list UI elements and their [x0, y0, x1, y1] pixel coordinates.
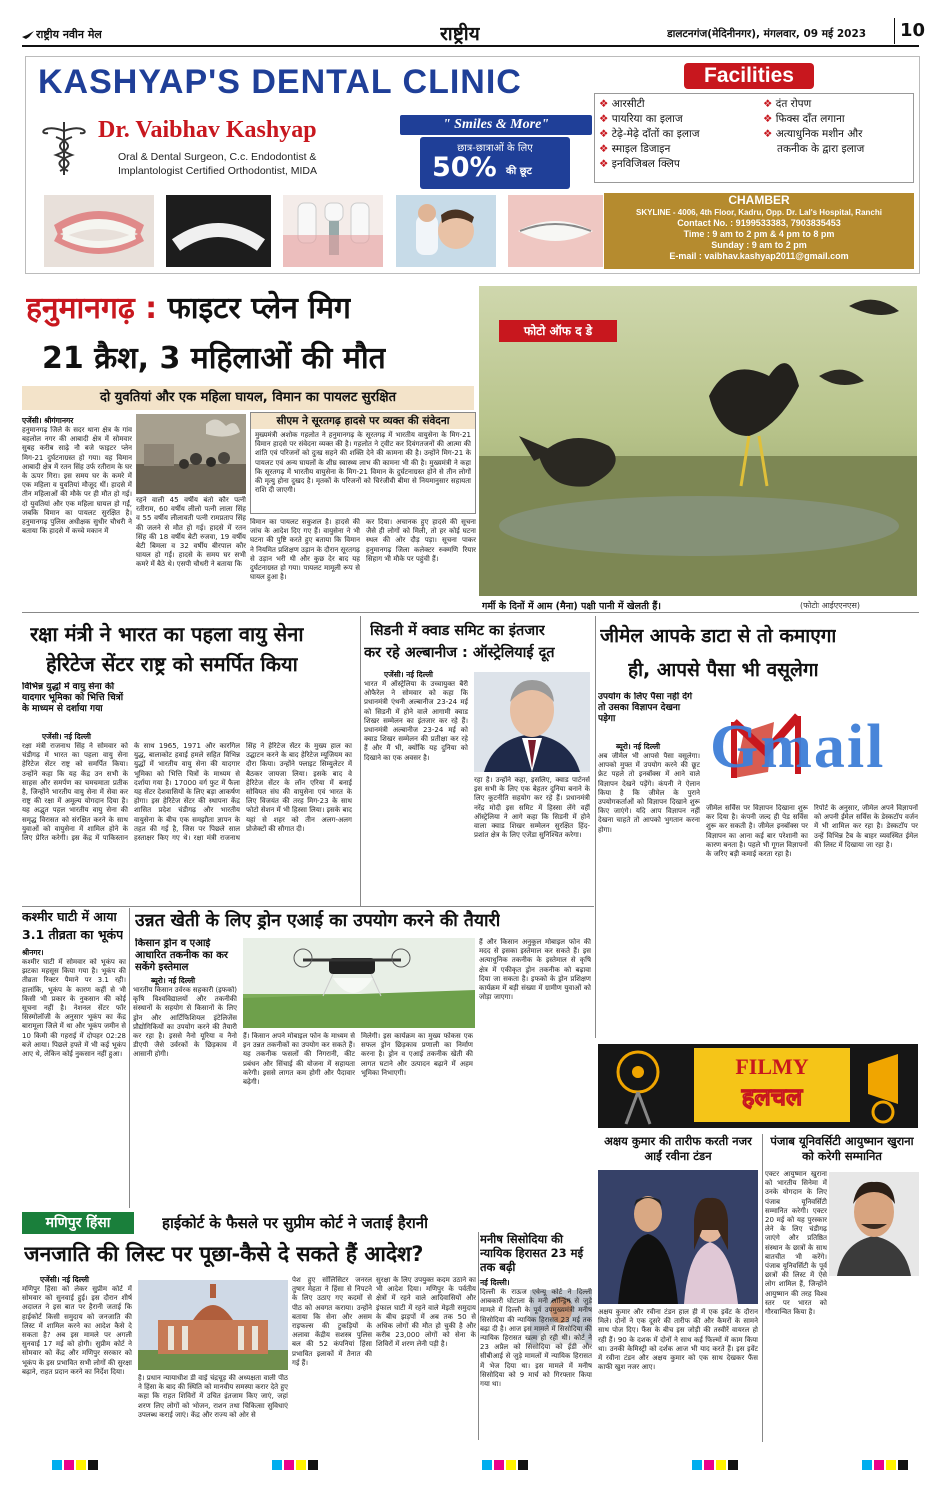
ayushmann-photo — [829, 1172, 919, 1276]
kashmir-body: कश्मीर घाटी में सोमवार को भूकंप का झटका महसूस किया गया है। भूकंप की तीव्रता रिक्टर पैमाने पर 3.1 रही। हालांकि, भूकंप के कारण कहीं से भी किसी भी प्रकार के नुकसान की कोई सूचना नहीं है। नेशनल सेंटर फॉर सिस्मोलॉजी के अनुसार भूकंप का केंद्र बारामूला जिले में था और भूकंप जमीन से 10 किमी की गहराई में दोपहर 02:28 बजे आया। पिछले हफ्ते में भी कई भूकंप आए थे, लेकिन कोई नुकसान नहीं हुआ। — [22, 958, 126, 1059]
qualification-line-1: Oral & Dental Surgeon, C.c. Endodontist & — [118, 151, 317, 163]
offer-suffix: की छूट — [506, 166, 532, 177]
dentures-photo — [44, 195, 154, 267]
manipur-tag-badge — [22, 1212, 134, 1234]
manipur-body-1: मणिपुर हिंसा को लेकर सुप्रीम कोर्ट में सोमवार को सुनवाई हुई। इस दौरान शीर्ष अदालत ने इस बात पर हैरानी जताई कि हाईकोर्ट किसी समुदाय को जनजाति की लिस्ट में शामिल करने का आदेश कैसे दे सकता है? अब इस मामले पर अगली सुनवाई 17 मई को होगी। सुप्रीम कोर्ट ने सोमवार को केंद्र और मणिपुर सरकार को भूकंप के इस प्रभावित सभी लोगों की सुरक्षा बढ़ाने, राहत प्रदान करने का निर्देश दिया। — [22, 1285, 132, 1376]
cm-box-body: मुख्यमंत्री अशोक गहलोत ने हनुमानगढ़ के सूरतगढ़ में भारतीय वायुसेना के मिग-21 विमान हादसे पर संवेदना व्यक्त की है। गहलोत ने ट्वीट कर दिवंगतजनों की आत्मा की शांति एवं परिजनों को दुःख सहने की शक्ति देने की कामना की है। उन्होंने मिग-21 के पायलट एवं अन्य घायलों के शीघ्र स्वास्थ्य लाभ की कामना भी की है। मुख्यमंत्री ने कहा कि सूरतगढ़ में भारतीय वायुसेना के मिग-21 विमान के दुर्घटनाग्रस्त होने से तीन लोगों की मृत्यु होना दुखद है। मृतकों के परिजनों को चिरंजीवी बीमा से नियमानुसार सहायता राशि दी जाएगी। — [255, 431, 471, 495]
photo-of-day-label-badge — [499, 320, 617, 342]
offer-percent: 50% — [432, 152, 497, 183]
lead-body-col-3: विमान का पायलट सकुशल है। हादसे की जांच के आदेश दिए गए हैं। वायुसेना ने भी घटना की पुष्टि करते हुए बताया कि विमान ने नियमित प्रशिक्षण उड़ान के दौरान सूरतगढ़ से उड़ान भरी थी और कुछ देर बाद यह दुर्घटनाग्रस्त हो गया। पायलट मामूली रूप से घायल हुआ है। — [250, 518, 360, 582]
dental-clinic-ad — [25, 56, 920, 274]
gmail-headline-2: ही, आपसे पैसा भी वसूलेगा — [628, 659, 819, 681]
gmail-story — [598, 618, 920, 1038]
chamber-email: E-mail : vaibhav.kashyap2011@gmail.com — [669, 251, 849, 261]
chamber-contact: Contact No. : 9199533383, 7903835453 — [677, 218, 841, 228]
drone-subhead: किसान ड्रोन व एआई आधारित तकनीक का कर सकेंगे इस्तेमाल — [135, 938, 229, 973]
gmail-byline: ब्यूरो। नई दिल्ली — [616, 742, 661, 751]
qualification-line-2: Implantologist Certified Orthodontist, MIDA — [118, 165, 317, 177]
tagline: " Smiles & More" — [442, 117, 550, 132]
page-number: 10 — [900, 20, 926, 41]
sisodia-story — [480, 1232, 594, 1442]
student-offer-badge — [420, 137, 570, 189]
tagline-badge — [400, 115, 592, 135]
manipur-body-3: पेश हुए सॉलिसिटर जनरल तुषार मेहता ने हिंसा से निपटने के लिए उठाए गए कदमों से पीठ को अवगत कराया। उन्होंने बताया कि सेना और असम राइफल्स की टुकड़ियों के अलावा केंद्रीय सशस्त्र पुलिस बल की 52 कंपनियां हिंसा प्रभावित इलाकों में तैनात की गई हैं। — [292, 1276, 372, 1367]
akshay-story — [598, 1134, 760, 1442]
australian-envoy-photo — [474, 672, 590, 772]
braces-photo — [508, 195, 603, 267]
akshay-headline: अक्षय कुमार की तारीफ करती नजर आईं रवीना टंडन — [604, 1134, 752, 1163]
chamber-address: SKYLINE - 4006, 4th Floor, Kadru, Opp. Dr. Lal's Hospital, Ranchi — [636, 208, 882, 217]
facility-item: ❖ आरसीटी — [599, 98, 645, 110]
sisodia-body: दिल्ली के राऊज एवेन्यू कोर्ट ने दिल्ली आबकारी घोटाला के मनी लॉन्ड्रिंग से जुड़े मामले में दिल्ली के पूर्व उपमुख्यमंत्री मनीष सिसोदिया की न्यायिक हिरासत 23 मई तक बढ़ा दी है। आज इस मामले में सिसोदिया की न्यायिक हिरासत खत्म हो रही थी। कोर्ट ने 23 अप्रैल को सिसोदिया को ईडी और सीबीआई से जुड़े मामलों में न्यायिक हिरासत में भेज दिया था। इस मामले में मनीष सिसोदिया को 9 मार्च को गिरफ्तार किया गया था। — [480, 1288, 592, 1389]
drone-headline: उन्नत खेती के लिए ड्रोन एआई का उपयोग करने की तैयारी — [135, 911, 501, 931]
lead-headline-2: 21 क्रैश, 3 महिलाओं की मौत — [42, 341, 386, 376]
quad-byline: एजेंसी। नई दिल्ली — [384, 670, 433, 679]
quad-story — [364, 618, 592, 906]
dental-checkup-photo — [396, 195, 496, 267]
kashmir-headline-1: कश्मीर घाटी में आया — [22, 909, 117, 924]
drone-story — [133, 908, 593, 1208]
doctor-name: Dr. Vaibhav Kashyap — [98, 117, 317, 143]
drone-body-4: हैं और किसान अनुकूल मोबाइल फोन की मदद से इसका इस्तेमाल कर सकते हैं। इस अत्याधुनिक तकनीक के इस्तेमाल से कृषि क्षेत्र में एकीकृत ड्रोन तकनीक को बढ़ावा दिया जा सकता है। इफको के ड्रोन प्रशिक्षण कार्यक्रम में बड़ी संख्या में ग्रामीण युवाओं को जोड़ा जाएगा। — [479, 938, 591, 1002]
cm-box-title-band — [251, 413, 475, 429]
facility-item: तकनीक के द्वारा इलाज — [777, 143, 865, 155]
lead-body-col-4: कर दिया। अचानक हुए हादसे की सूचना जैसे ही लोगों को मिली, तो हर कोई घटना स्थल की ओर दौड़ पड़ा। सूचना पाकर हनुमानगढ़ जिला कलेक्टर रुक्मणि रियार सिहाग भी मौके पर पहुंची हैं। — [366, 518, 476, 563]
section-title: राष्ट्रीय — [440, 23, 480, 45]
gmail-body-1: अब जीमेल भी आपसे पैसा वसूलेगा। आपको मुफ्त में उपयोग करने की छूट फ्रेट पहले तो इनबॉक्स में आने वाले विज्ञापन देखने पड़ेंगे। कंपनी ने ऐलान किया है कि जीमेल के पुराने उपयोगकर्ताओं को विज्ञापन दिखाने शुरू किए जाएंगे। यदि आप विज्ञापन नहीं देखना चाहते तो आपको भुगतान करना होगा। — [598, 752, 700, 834]
sisodia-headline: मनीष सिसोदिया की न्यायिक हिरासत 23 मई तक बढ़ी — [480, 1232, 584, 1274]
facility-item: ❖ पायरिया का इलाज — [599, 113, 683, 125]
chamber-time: Time : 9 am to 2 pm & 4 pm to 8 pm — [683, 229, 835, 239]
quad-body-2: रहा है। उन्होंने कहा, इसलिए, क्वाड पार्टनर्स इस सभी के लिए एक बेहतर दुनिया बनाने के लिए कूटनीति सहयोग कर रहे हैं। प्रधानमंत्री नरेंद्र मोदी इस समिट में हिस्सा लेंगे वहीं ऑस्ट्रेलिया ने आगे कहा कि सिडनी में होने वाला क्वाड शिखर सम्मेलन सुरक्षित हिंद-प्रशांत क्षेत्र के लिए एजेंडा सुनिश्चित करेगा। — [474, 776, 590, 840]
kashmir-story — [22, 908, 126, 1208]
supreme-court-photo — [138, 1280, 288, 1370]
gmail-body-2: जीमेल सर्विस पर विज्ञापन दिखाना शुरू कर दिया है। कंपनी जल्द ही पेड सर्विस शुरू कर सकती है। जीमेल इनबॉक्स पर विज्ञापन का आना कई बार परेशानी का कारण बनता है। पहले भी गूगल विज्ञापनों के जरिए बड़ी कमाई करता रहा है। — [706, 804, 808, 859]
ayushmann-body: एक्टर आयुष्मान खुराना को भारतीय सिनेमा में उनके योगदान के लिए पंजाब यूनिवर्सिटी सम्मानित करेगी। एक्टर 20 मई को यह पुरस्कार लेने के लिए चंडीगढ़ जाएंगे और प्रतिष्ठित संस्थान के छात्रों के साथ बातचीत भी करेंगे। पंजाब यूनिवर्सिटी के पूर्व छात्रों की लिस्ट में ऐसे लोग शामिल हैं, जिन्होंने आयुष्मान की तरह विश्व स्तर पर भारत को गौरवान्वित किया है। — [765, 1170, 827, 1317]
gmail-logo-text: Gmail — [710, 713, 886, 781]
drone-body-3: मिलेगी। इस कार्यक्रम का मुख्य फोकस एक सफल ड्रोन छिड़काव प्रणाली का निर्माण करना है। ड्रोन व एआई तकनीक खेती की लागत घटाने और उत्पादन बढ़ाने में अहम भूमिका निभाएगी। — [361, 1032, 473, 1077]
defence-subhead: विभिन्न युद्धों में वायु सेना की यादगार भूमिका को भित्ति चित्रों के माध्यम से दर्शाया गया — [22, 682, 124, 714]
lead-story — [22, 284, 477, 609]
facilities-list-left — [599, 97, 759, 172]
facilities-title-badge — [684, 63, 814, 89]
akshay-body: अक्षय कुमार और रवीना टंडन हाल ही में एक इवेंट के दौरान मिले। दोनों ने एक दूसरे की तारीफ की और कैमरों के सामने साथ पोज दिए। फैंस के बीच इस जोड़ी की तस्वीरें वायरल हो रही हैं। 90 के दशक में दोनों ने साथ कई फिल्मों में काम किया था। उनकी केमिस्ट्री को दर्शक आज भी याद करते हैं। इस इवेंट में रवीना टंडन और अक्षय कुमार को एक साथ देखकर फैंस काफी खुश नजर आए। — [598, 1308, 758, 1372]
caduceus-icon — [34, 117, 94, 177]
implant-photo — [283, 195, 383, 267]
drone-body-1: भारतीय किसान उर्वरक सहकारी (इफको) कृषि विश्वविद्यालयों और तकनीकी संस्थानों के सहयोग से किसानों के लिए ड्रोन और आर्टिफिशियल इंटेलिजेंस प्रौद्योगिकियों का उपयोग करने की तैयारी कर रहा है। इससे नैनो यूरिया व नैनो डीएपी जैसे उर्वरकों के छिड़काव में आसानी होगी। — [133, 986, 237, 1059]
drone-byline: ब्यूरो। नई दिल्ली — [151, 976, 196, 985]
agri-drone-photo — [243, 938, 475, 1028]
defence-headline-2: हेरिटेज सेंटर राष्ट्र को समर्पित किया — [46, 652, 298, 676]
paper-name: राष्ट्रीय नवीन मेल — [36, 28, 102, 41]
chamber-title: CHAMBER — [728, 193, 790, 207]
gmail-subhead: उपयोग के लिए पैसा नहीं देंगे तो उसका विज्ञापन देखना पड़ेगा — [598, 692, 693, 724]
masthead — [22, 18, 926, 48]
manipur-byline: एजेंसी। नई दिल्ली — [40, 1275, 89, 1284]
crash-site-photo — [136, 414, 246, 494]
facilities-box — [594, 93, 914, 183]
ayushmann-story — [765, 1134, 919, 1442]
photo-of-the-day — [479, 286, 917, 596]
gmail-body-3: रिपोर्ट के अनुसार, जीमेल अपने विज्ञापनों को अपनी ईमेल सर्विस के डेस्कटॉप वर्जन में भी शामिल कर रहा है। डेस्कटॉप पर उन्हें विभिन्न टैब के बाहर व्यवस्थित ईमेल की लिस्ट में दिखाया जा रहा है। — [814, 804, 918, 849]
gmail-logo — [704, 692, 918, 800]
color-registration-strip — [22, 1453, 919, 1467]
gmail-headline-1: जीमेल आपके डाटा से तो कमाएगा — [600, 625, 837, 647]
manipur-body-4: सुरक्षा के लिए उपयुक्त कदम उठाने का भी आदेश दिया। मणिपुर के पर्वतीय क्षेत्रों में रहने वाले आदिवासियों और इंफाल घाटी में रहने वाले मेइती समुदाय के बीच झड़पों में अब तक 50 से अधिक लोगों की मौत हो चुकी है और करीब 23,000 लोगों को सेना के शिविरों में शरण लेनी पड़ी है। — [376, 1276, 476, 1349]
facility-item: ❖ अत्याधुनिक मशीन और — [763, 128, 863, 140]
facility-item: ❖ स्माइल डिजाइन — [599, 143, 671, 155]
facility-item: ❖ फिक्स दाँत लगाना — [763, 113, 845, 125]
drone-body-2: हैं। किसान अपने मोबाइल फोन के माध्यम से इन उन्नत तकनीकों का उपयोग कर सकते हैं। यह तकनीक फसलों की निगरानी, कीट प्रबंधन और सिंचाई की योजना में सहायता करेगी। इससे लागत कम होगी और पैदावार बढ़ेगी। — [243, 1032, 355, 1087]
ayushmann-headline: पंजाब यूनिवर्सिटी आयुष्मान खुराना को करेगी सम्मानित — [770, 1134, 914, 1163]
cm-condolence-box — [250, 412, 476, 514]
kashmir-headline-2: 3.1 तीव्रता का भूकंप — [22, 927, 124, 942]
offer-line: छात्र-छात्राओं के लिए — [457, 143, 533, 154]
filmy-logo-top: FILMY — [735, 1054, 809, 1079]
akshay-raveena-photo — [598, 1170, 758, 1304]
facility-item: ❖ इनविजिबल क्लिप — [599, 158, 680, 170]
manipur-headline-top: हाईकोर्ट के फैसले पर सुप्रीम कोर्ट ने जताई हैरानी — [162, 1214, 428, 1232]
quad-headline-2: कर रहे अल्बानीज : ऑस्ट्रेलियाई दूत — [364, 645, 555, 661]
defence-byline: एजेंसी। नई दिल्ली — [42, 732, 91, 741]
lead-subhead: दो युवतियां और एक महिला घायल, विमान का पायलट सुरक्षित — [100, 390, 396, 405]
clinic-name: KASHYAP'S DENTAL CLINIC — [38, 63, 522, 101]
lead-subhead-band — [22, 386, 474, 410]
crowns-photo — [166, 195, 271, 267]
manipur-tag: मणिपुर हिंसा — [45, 1215, 111, 1231]
filmy-logo-bottom: हलचल — [741, 1083, 803, 1111]
lead-body-col-1: हनुमानगढ़ जिले के सदर थाना क्षेत्र के गांव बहलोल नगर की आबादी क्षेत्र में सोमवार सुबह करीब साढ़े नौ बजे फाइटर प्लेन मिग-21 दुर्घटनाग्रस्त हो गया। यह विमान आबादी क्षेत्र में रतन सिंह उर्फ रतीराम के घर के ऊपर गिरा। इस समय घर के कमरे में एक महिला व युवतियां मौजूद थीं। हादसे में तीन महिलाओं की मौके पर ही मौत हो गई। दो युवतियां और एक महिला घायल हो गईं, जबकि विमान का पायलट सुरक्षित है। हनुमानगढ़ पुलिस अधीक्षक सुधीर चौधरी ने बताया कि हादसे में कच्चे मकान में — [22, 426, 132, 536]
bird-logo-icon — [22, 26, 34, 36]
lead-headline-1: हनुमानगढ़ : फाइटर प्लेन मिग — [26, 291, 351, 326]
defence-headline-1: रक्षा मंत्री ने भारत का पहला वायु सेना — [30, 622, 304, 646]
facility-item: ❖ दंत रोपण — [763, 98, 812, 110]
photo-of-day-credit: (फोटोः आईएएनएस) — [800, 601, 860, 610]
facilities-list-right — [763, 97, 913, 157]
manipur-headline: जनजाति की लिस्ट पर पूछा-कैसे दे सकते हैं आदेश? — [24, 1242, 424, 1266]
defence-body: रक्षा मंत्री राजनाथ सिंह ने सोमवार को चंडीगढ़ में भारत का पहला वायु सेना हेरिटेज सेंटर राष्ट्र को समर्पित किया। उन्होंने कहा कि यह केंद्र उन सभी के साहस और समर्पण का चमचमाता प्रतीक है, जिन्होंने भारतीय वायु सेना में सेवा कर राष्ट्र की रक्षा में अमूल्य योगदान दिया है। यह अद्भुत पहल भारतीय वायु सेना की समृद्ध विरासत को संरक्षित करने के साथ युवाओं को वायुसेना में शामिल होने के लिए प्रेरित करेगी। इस केंद्र में पाकिस्तान के साथ 1965, 1971 और कारगिल युद्ध, बालाकोट हवाई हमले सहित विभिन्न युद्धों में भारतीय वायु सेना की यादगार भूमिका को भित्ति चित्रों के माध्यम से दर्शाया गया है। 17000 वर्ग फुट में फैला यह सेंटर देशवासियों के लिए बड़ा आकर्षण होगा। इस हेरिटेज सेंटर की स्थापना केंद्र शासित प्रदेश चंडीगढ़ और भारतीय वायुसेना के बीच एक समझौता ज्ञापन के तहत की गई है, जिस पर पिछले साल हस्ताक्षर किए गए थे। रक्षा मंत्री राजनाथ सिंह ने हेरिटेज सेंटर के मुख्य हाल का उद्घाटन करने के बाद हेरिटेज म्यूजियम का दौरा किया। उन्होंने फ्लाइट सिम्युलेटर में बैठकर जायजा लिया। इसके बाद वे हेरिटेज सेंटर के लॉन एरिया में बनाई सोवियत संघ की वायुसेना एवं भारत के लिए विजयंत की तरह मिग-23 के साथ फोटो सेशन में भी हिस्सा लिया। इसके बाद यहां से शहर को तीन अलग-अलग प्रोजेक्टों की सौगात दी। — [22, 742, 352, 843]
filmy-logo-box — [694, 1048, 850, 1122]
facilities-title: Facilities — [704, 64, 794, 87]
lead-byline: एजेंसी। श्रीगंगानगर — [22, 416, 74, 425]
photo-of-day-label: फोटो ऑफ द डे — [523, 324, 593, 338]
photo-of-day-caption: गर्मी के दिनों में आम (मैना) पक्षी पानी में खेलती हैं। — [482, 601, 661, 612]
chamber-box — [604, 193, 914, 269]
facility-item: ❖ टेढ़े-मेढ़े दाँतों का इलाज — [599, 128, 700, 140]
kashmir-byline: श्रीनगर। — [22, 948, 44, 957]
chamber-sunday: Sunday : 9 am to 2 pm — [711, 240, 807, 250]
quad-headline-1: सिडनी में क्वाड समिट का इंतजार — [370, 623, 545, 639]
defence-story — [22, 618, 357, 906]
manipur-body-2: है। प्रधान न्यायाधीश डी वाई चंद्रचूड़ की अध्यक्षता वाली पीठ ने हिंसा के बाद की स्थिति को मानवीय समस्या करार देते हुए कहा कि राहत शिविरों में उचित इंतजाम किए जाएं, जहां शरण लिए लोगों को भोजन, राशन तथा चिकित्सा सुविधाएं उपलब्ध कराई जाएं। केंद्र और राज्य को ओर से — [138, 1374, 288, 1419]
filmy-halchal-banner — [598, 1044, 918, 1128]
sisodia-byline: नई दिल्ली। — [480, 1278, 510, 1287]
cm-box-title: सीएम ने सूरतगढ़ हादसे पर व्यक्त की संवेदना — [276, 415, 450, 427]
quad-body-1: भारत में ऑस्ट्रेलिया के उच्चायुक्त बैरी ओफैरेल ने सोमवार को कहा कि प्रधानमंत्री एंथनी अल्बानीज 23-24 मई को सिडनी में होने वाले आगामी क्वाड शिखर सम्मेलन का इंतजार कर रहे हैं। प्रधानमंत्री अल्बानीज 23-24 मई को क्वाड शिखर सम्मेलन की प्रतीक्षा कर रहे हैं और मैं भी, क्योंकि यह दुनिया को दिखाने का एक अवसर है। — [364, 680, 468, 762]
lead-photo-caption: रहने वाली 45 वर्षीय बंतो कौर पत्नी रतीराम, 60 वर्षीय लीलो पत्नी लाला सिंह व 55 वर्षीय लीलावती पत्नी रामप्रताप सिंह की जलने से मौत हो गई। हादसे में रतन सिंह की 18 वर्षीय बेटी रुजवा, 19 वर्षीय बेटी बिमला व 32 वर्षीय बीरपाल कौर घायल हो गईं। हादसे के समय घर सभी कमरे में बैठे थे। एसपी चौधरी ने बताया कि — [136, 496, 246, 569]
dateline: डालटनगंज(मेदिनीनगर), मंगलवार, 09 मई 2023 — [667, 28, 867, 40]
